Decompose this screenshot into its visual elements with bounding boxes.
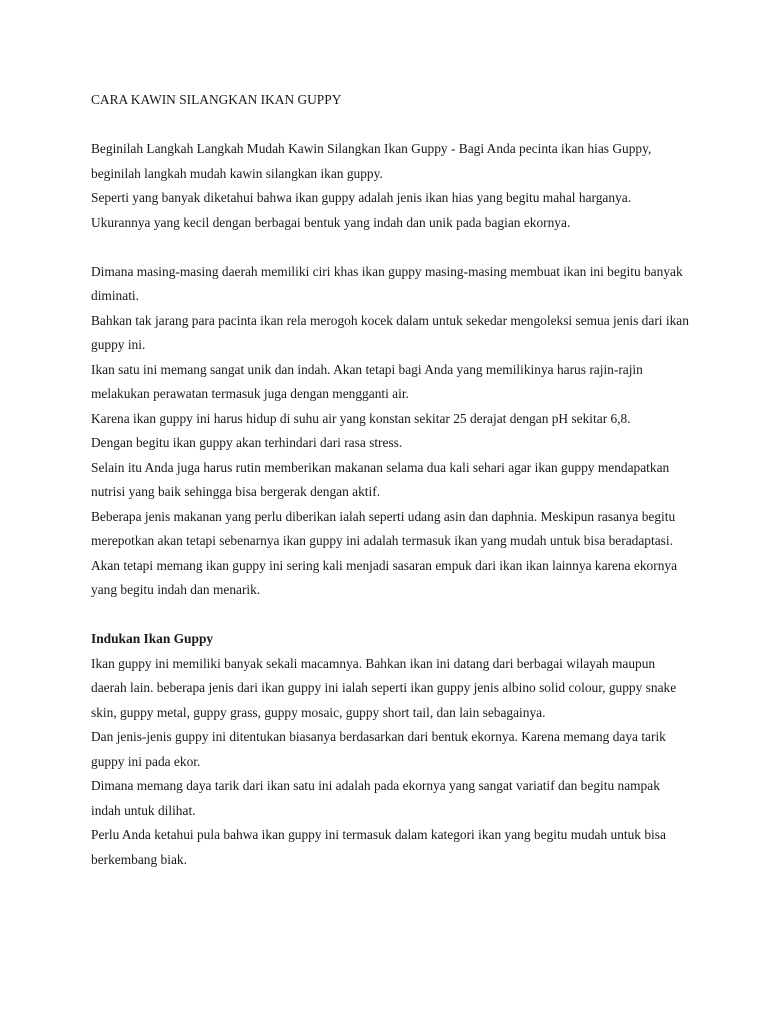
body-paragraph: Selain itu Anda juga harus rutin memberikan makanan selama dua kali sehari agar ikan guppy mendapatkan nutrisi yang baik sehingga bisa bergerak dengan aktif. [91,459,670,499]
intro-paragraph: Ukurannya yang kecil dengan berbagai bentuk yang indah dan unik pada bagian ekornya. [91,214,571,230]
document-content [91,88,691,872]
body-paragraph: Karena ikan guppy ini harus hidup di suhu air yang konstan sekitar 25 derajat dengan pH sekitar 6,8. [91,410,631,426]
blank-line [91,235,691,260]
blank-line [91,603,691,628]
section-paragraph: Dan jenis-jenis guppy ini ditentukan biasanya berdasarkan dari bentuk ekornya. Karena memang daya tarik guppy ini pada ekor. [91,729,666,769]
body-paragraph: Ikan satu ini memang sangat unik dan indah. Akan tetapi bagi Anda yang memilikinya harus rajin-rajin melakukan perawatan termasuk juga dengan mengganti air. [91,361,643,401]
body-paragraph: Beberapa jenis makanan yang perlu diberikan ialah seperti udang asin dan daphnia. Meskipun rasanya begitu merepotkan akan tetapi sebenarnya ikan guppy ini adalah termasuk ikan yang mudah untuk bisa beradaptasi. [91,508,676,548]
body-paragraph: Dimana masing-masing daerah memiliki ciri khas ikan guppy masing-masing membuat ikan ini begitu banyak diminati. [91,263,683,303]
section-paragraph: Dimana memang daya tarik dari ikan satu ini adalah pada ekornya yang sangat variatif dan begitu nampak indah untuk dilihat. [91,778,660,818]
document-title: CARA KAWIN SILANGKAN IKAN GUPPY [91,92,342,107]
section-heading: Indukan Ikan Guppy [91,631,214,646]
section-paragraph: Ikan guppy ini memiliki banyak sekali macamnya. Bahkan ikan ini datang dari berbagai wilayah maupun daerah lain. beberapa jenis dari ikan guppy ini ialah seperti ikan guppy jenis albino solid colour, guppy snake skin, guppy metal, guppy grass, guppy mosaic, guppy short tail, dan lain sebagainya. [91,655,677,720]
body-paragraph: Bahkan tak jarang para pacinta ikan rela merogoh kocek dalam untuk sekedar mengoleksi semua jenis dari ikan guppy ini. [91,312,689,352]
body-paragraph: Akan tetapi memang ikan guppy ini sering kali menjadi sasaran empuk dari ikan ikan lainnya karena ekornya yang begitu indah dan menarik. [91,557,678,597]
blank-line [91,113,691,138]
body-paragraph: Dengan begitu ikan guppy akan terhindari dari rasa stress. [91,435,403,450]
intro-paragraph: Seperti yang banyak diketahui bahwa ikan guppy adalah jenis ikan hias yang begitu mahal harganya. [91,190,632,205]
section-paragraph: Perlu Anda ketahui pula bahwa ikan guppy ini termasuk dalam kategori ikan yang begitu mudah untuk bisa berkembang biak. [91,827,666,867]
intro-paragraph: Beginilah Langkah Langkah Mudah Kawin Silangkan Ikan Guppy - Bagi Anda pecinta ikan hias Guppy, beginilah langkah mudah kawin silangkan ikan guppy. [91,141,652,181]
